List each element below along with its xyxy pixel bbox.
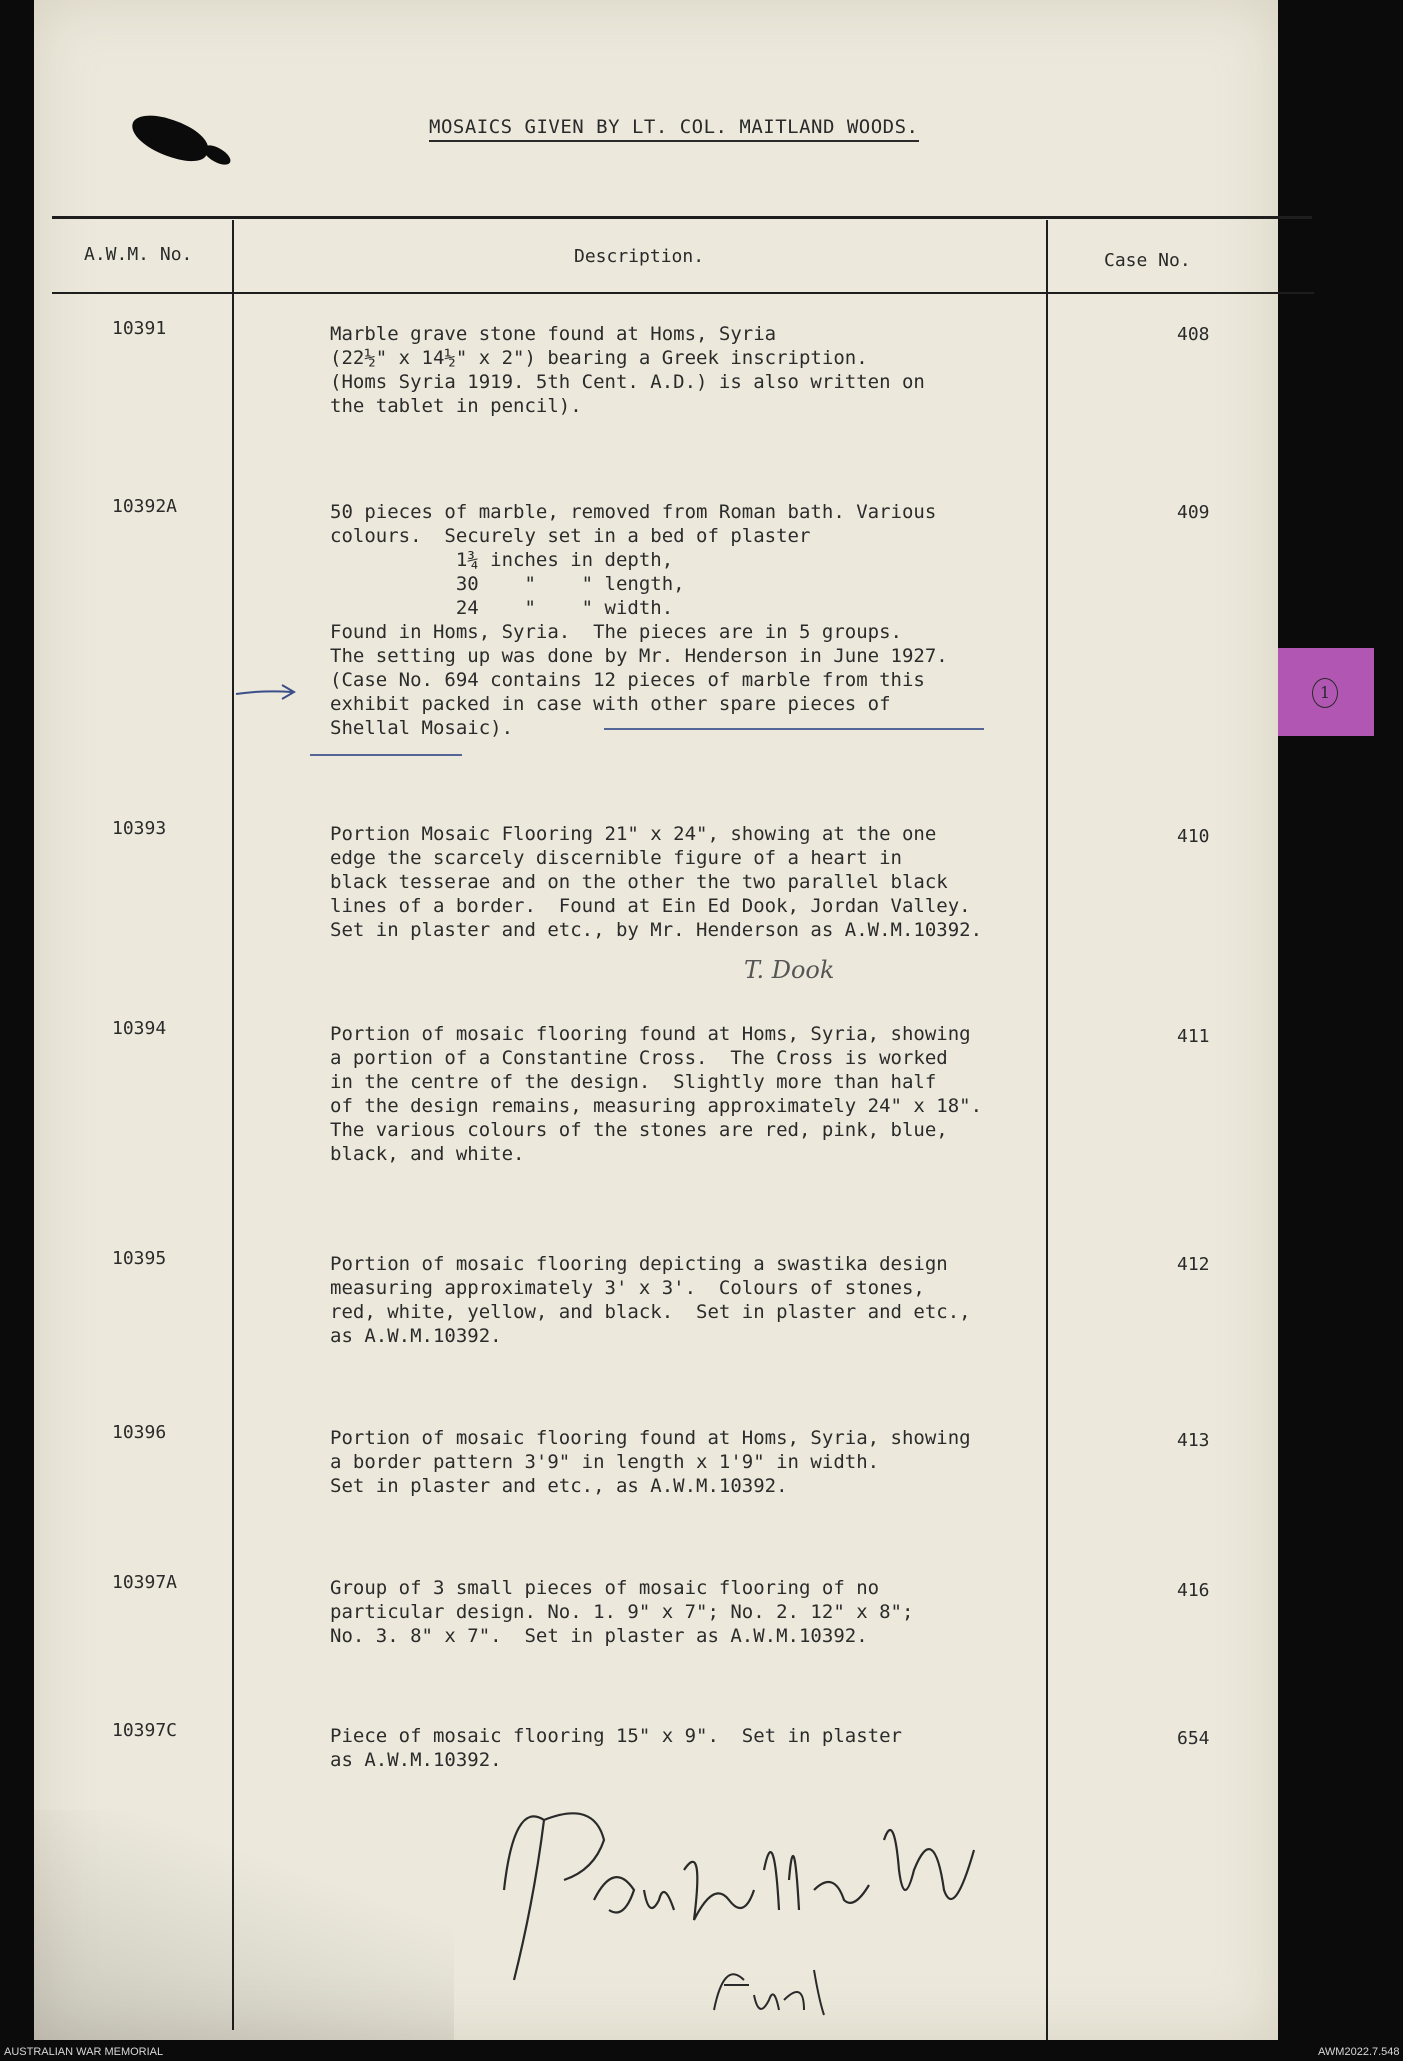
footer-right: AWM2022.7.548 (1318, 2046, 1400, 2058)
case-number: 413 (1177, 1430, 1210, 1451)
column-divider-left (232, 220, 234, 2030)
description-line: (Case No. 694 contains 12 pieces of marble from this (330, 669, 925, 691)
case-number: 654 (1177, 1728, 1210, 1749)
description-line: red, white, yellow, and black. Set in plaster and etc., (330, 1301, 971, 1323)
description-line: The various colours of the stones are red, pink, blue, (330, 1119, 948, 1141)
case-number: 416 (1177, 1580, 1210, 1601)
description-line: edge the scarcely discernible figure of a heart in (330, 847, 902, 869)
magenta-tab (1278, 648, 1374, 736)
description-line: the tablet in pencil). (330, 395, 582, 417)
description-line: as A.W.M.10392. (330, 1325, 502, 1347)
case-number: 408 (1177, 324, 1210, 345)
description-line: Portion of mosaic flooring found at Homs, Syria, showing (330, 1427, 971, 1449)
description-line: 30 " " length, (330, 573, 685, 595)
awm-number: 10397A (112, 1572, 178, 1593)
description-line: Piece of mosaic flooring 15" x 9". Set in plaster (330, 1725, 902, 1747)
description-cell (330, 1022, 1070, 1166)
description-line: Group of 3 small pieces of mosaic flooring of no (330, 1577, 880, 1599)
description-line: a border pattern 3'9" in length x 1'9" in width. (330, 1451, 880, 1473)
awm-number: 10391 (112, 318, 167, 339)
description-line: Set in plaster and etc., by Mr. Henderson as A.W.M.10392. (330, 919, 983, 941)
description-line: 50 pieces of marble, removed from Roman bath. Various (330, 501, 937, 523)
case-number: 410 (1177, 826, 1210, 847)
description-line: as A.W.M.10392. (330, 1749, 502, 1771)
description-line: The setting up was done by Mr. Henderson in June 1927. (330, 645, 948, 667)
description-line: Shellal Mosaic). (330, 717, 514, 739)
description-line: black tesserae and on the other the two parallel black (330, 871, 948, 893)
description-cell (330, 822, 1070, 942)
description-line: (Homs Syria 1919. 5th Cent. A.D.) is also written on (330, 371, 925, 393)
case-number: 409 (1177, 502, 1210, 523)
footer-left: AUSTRALIAN WAR MEMORIAL (4, 2046, 164, 2058)
header-bottom-rule (52, 292, 1314, 294)
header-case-no: Case No. (1104, 250, 1191, 271)
header-awm-no: A.W.M. No. (84, 244, 193, 265)
description-line: Set in plaster and etc., as A.W.M.10392. (330, 1475, 788, 1497)
description-cell (330, 1724, 1070, 1772)
description-line: a portion of a Constantine Cross. The Cross is worked (330, 1047, 948, 1069)
torn-hole-small (201, 141, 234, 168)
description-line: No. 3. 8" x 7". Set in plaster as A.W.M.10392. (330, 1625, 868, 1647)
case-number: 412 (1177, 1254, 1210, 1275)
document-title: MOSAICS GIVEN BY LT. COL. MAITLAND WOODS. (429, 116, 919, 142)
tab-circle-mark: 1 (1312, 678, 1338, 708)
description-cell (330, 1252, 1070, 1348)
description-line: 1¾ inches in depth, (330, 549, 674, 571)
description-line: (22½" x 14½" x 2") bearing a Greek inscription. (330, 347, 868, 369)
description-line: Portion Mosaic Flooring 21" x 24", showing at the one (330, 823, 937, 845)
case-number: 411 (1177, 1026, 1210, 1047)
torn-hole (126, 109, 213, 168)
blue-arrow-annotation (234, 680, 298, 704)
description-cell (330, 322, 1070, 418)
description-line: lines of a border. Found at Ein Ed Dook, Jordan Valley. (330, 895, 971, 917)
description-line: Portion of mosaic flooring depicting a swastika design (330, 1253, 948, 1275)
awm-number: 10395 (112, 1248, 167, 1269)
description-line: of the design remains, measuring approximately 24" x 18". (330, 1095, 983, 1117)
document-page (34, 0, 1278, 2040)
awm-number: 10396 (112, 1422, 167, 1443)
description-cell (330, 500, 1070, 740)
awm-number: 10394 (112, 1018, 167, 1039)
description-line: Portion of mosaic flooring found at Homs, Syria, showing (330, 1023, 971, 1045)
description-line: Found in Homs, Syria. The pieces are in 5 groups. (330, 621, 902, 643)
description-line: black, and white. (330, 1143, 525, 1165)
awm-number: 10397C (112, 1720, 178, 1741)
handwritten-note: T. Dook (744, 956, 835, 984)
description-line: colours. Securely set in a bed of plaster (330, 525, 811, 547)
description-line: measuring approximately 3' x 3'. Colours of stones, (330, 1277, 925, 1299)
blue-underline-2 (310, 754, 462, 756)
table-top-rule (52, 216, 1312, 219)
handwritten-signature (474, 1780, 1014, 2040)
description-line: particular design. No. 1. 9" x 7"; No. 2. 12" x 8"; (330, 1601, 914, 1623)
description-cell (330, 1426, 1070, 1498)
description-cell (330, 1576, 1070, 1648)
description-line: exhibit packed in case with other spare pieces of (330, 693, 891, 715)
header-description: Description. (574, 246, 705, 267)
awm-number: 10392A (112, 496, 178, 517)
awm-number: 10393 (112, 818, 167, 839)
description-line: 24 " " width. (330, 597, 674, 619)
description-line: in the centre of the design. Slightly more than half (330, 1071, 937, 1093)
description-line: Marble grave stone found at Homs, Syria (330, 323, 777, 345)
